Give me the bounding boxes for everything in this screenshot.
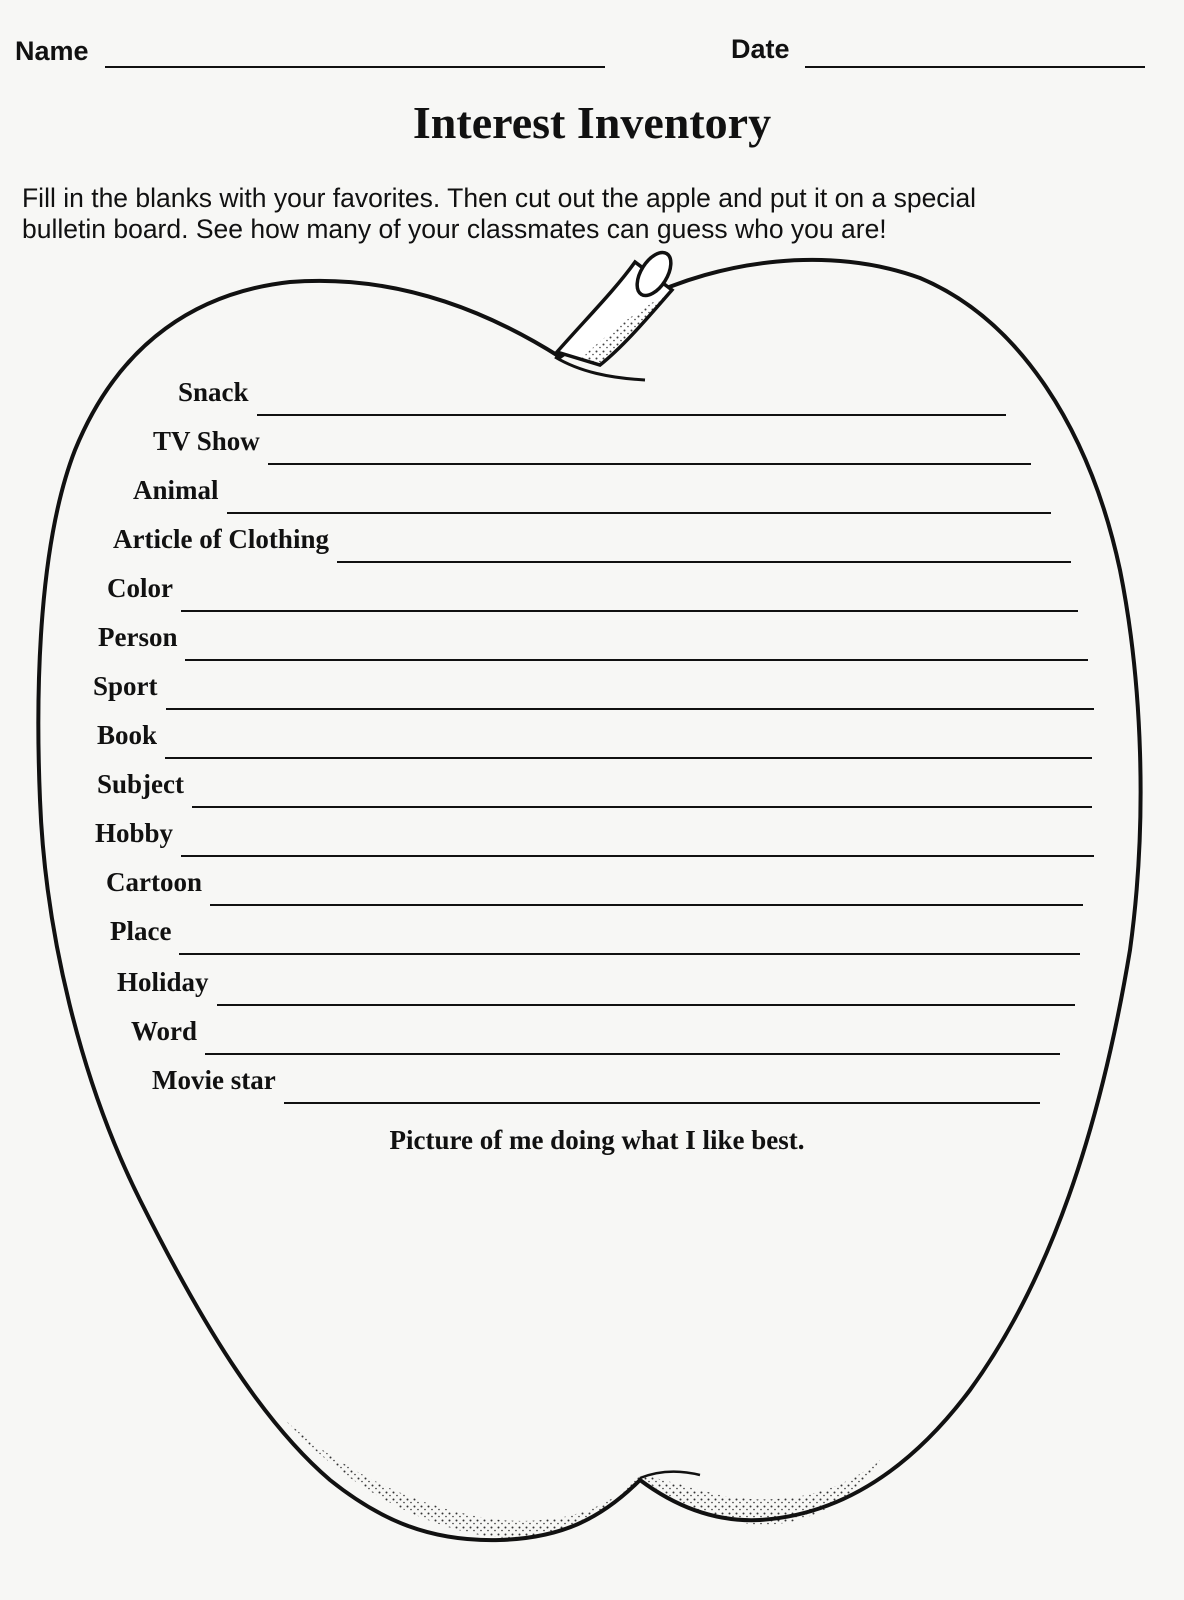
favorite-label: Snack (178, 377, 249, 407)
favorite-row-animal (133, 475, 1051, 514)
favorite-row-subject (97, 769, 1092, 808)
page-title: Interest Inventory (412, 97, 772, 148)
favorite-label: Subject (97, 769, 184, 799)
favorite-label: Book (97, 720, 158, 750)
picture-caption: Picture of me doing what I like best. (389, 1125, 805, 1155)
favorite-label: Holiday (117, 967, 209, 997)
favorite-label: Place (110, 916, 172, 946)
favorite-field[interactable] (166, 672, 1094, 710)
favorite-label: Sport (93, 671, 158, 701)
favorite-row-person (98, 622, 1088, 661)
favorite-label: Word (131, 1016, 198, 1046)
favorite-label: Cartoon (106, 867, 202, 897)
favorite-row-article-of-clothing (113, 524, 1071, 563)
favorite-row-place (110, 916, 1080, 955)
favorite-field[interactable] (185, 623, 1088, 661)
picture-drawing-area[interactable] (150, 1170, 1030, 1420)
favorite-row-sport (93, 671, 1094, 710)
favorite-label: Person (98, 622, 178, 652)
favorite-row-snack (178, 377, 1006, 416)
favorite-field[interactable] (179, 917, 1080, 955)
instructions-line: Fill in the blanks with your favorites. Then cut out the apple and put it on a special (22, 183, 977, 213)
date-label: Date (731, 34, 790, 64)
favorite-field[interactable] (257, 378, 1006, 416)
favorite-row-cartoon (106, 867, 1083, 906)
favorite-row-book (97, 720, 1092, 759)
favorite-field[interactable] (337, 525, 1071, 563)
favorite-label: Hobby (95, 818, 174, 848)
favorite-field[interactable] (181, 574, 1078, 612)
favorite-row-word (131, 1016, 1060, 1055)
favorite-field[interactable] (217, 968, 1075, 1006)
favorite-label: Article of Clothing (113, 524, 329, 554)
favorite-field[interactable] (284, 1066, 1040, 1104)
favorite-row-tv-show (153, 426, 1031, 465)
favorite-label: TV Show (153, 426, 260, 456)
instructions-line: bulletin board. See how many of your classmates can guess who you are! (22, 214, 887, 244)
name-label: Name (15, 36, 89, 66)
favorite-field[interactable] (227, 476, 1051, 514)
favorite-row-hobby (95, 818, 1094, 857)
favorite-label: Movie star (152, 1065, 276, 1095)
favorite-field[interactable] (205, 1017, 1060, 1055)
favorite-field[interactable] (165, 721, 1092, 759)
favorite-row-holiday (117, 967, 1075, 1006)
favorite-field[interactable] (181, 819, 1094, 857)
favorite-label: Color (107, 573, 173, 603)
favorite-field[interactable] (210, 868, 1083, 906)
favorite-row-color (107, 573, 1078, 612)
favorite-field[interactable] (268, 427, 1031, 465)
favorite-field[interactable] (192, 770, 1092, 808)
favorite-row-movie-star (152, 1065, 1040, 1104)
favorite-label: Animal (133, 475, 219, 505)
